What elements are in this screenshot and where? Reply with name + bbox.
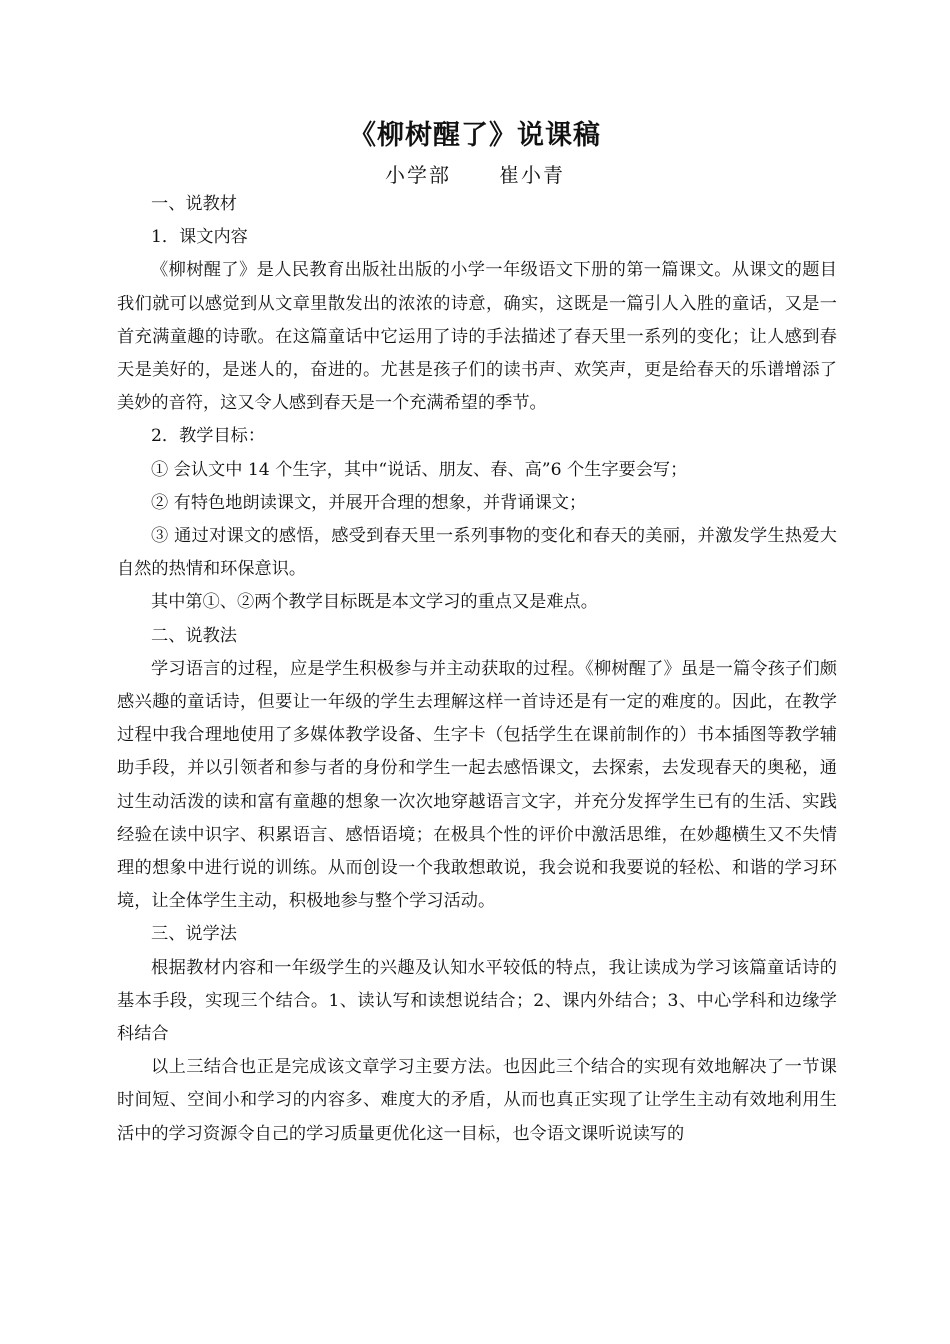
goal-item-2: ② 有特色地朗读课文，并展开合理的想象，并背诵课文； <box>151 492 587 513</box>
paragraph-summary: 以上三结合也正是完成该文章学习主要方法。也因此三个结合的实现有效地解决了一节课时间短、空间小和学习的内容多、难度大的矛盾，从而也真正实现了让学生主动有效地利用生活中的学习资源令自己的学习质量更优化这一目标，也令语文课听说读写的 <box>117 1057 837 1144</box>
page-title: 《柳树醒了》说课稿 <box>349 120 601 151</box>
section-heading-teaching-method: 二、说教法 <box>151 625 237 646</box>
goal-item-1: ① 会认文中 14 个生字，其中“说话、朋友、春、高”6 个生字要会写； <box>151 459 688 480</box>
paragraph-key-points: 其中第①、②两个教学目标既是本文学习的重点又是难点。 <box>151 592 598 613</box>
goal-item-3: ③ 通过对课文的感悟，感受到春天里一系列事物的变化和春天的美丽，并激发学生热爱大自然的热情和环保意识。 <box>117 526 837 580</box>
paragraph-text-content: 《柳树醒了》是人民教育出版社出版的小学一年级语文下册的第一篇课文。从课文的题目我们就可以感觉到从文章里散发出的浓浓的诗意，确实，这既是一篇引人入胜的童话，又是一首充满童趣的诗歌。在这篇童话中它运用了诗的手法描述了春天里一系列的变化；让人感到春天是美好的，是迷人的，奋进的。尤甚是孩子们的读书声、欢笑声，更是给春天的乐谱增添了美妙的音符，这又令人感到春天是一个充满希望的季节。 <box>117 260 837 414</box>
paragraph-teaching-method: 学习语言的过程，应是学生积极参与并主动获取的过程。《柳树醒了》虽是一篇令孩子们颇感兴趣的童话诗，但要让一年级的学生去理解这样一首诗还是有一定的难度的。因此，在教学过程中我合理地使用了多媒体教学设备、生字卡（包括学生在课前制作的）书本插图等教学辅助手段，并以引领者和参与者的身份和学生一起去感悟课文，去探索，去发现春天的奥秘，通过生动活泼的读和富有童趣的想象一次次地穿越语言文字，并充分发挥学生已有的生活、实践经验在读中识字、积累语言、感悟语境；在极具个性的评价中激活思维，在妙趣横生又不失情理的想象中进行说的训练。从而创设一个我敢想敢说，我会说和我要说的轻松、和谐的学习环境，让全体学生主动，积极地参与整个学习活动。 <box>117 658 837 912</box>
section-heading-learning-method: 三、说学法 <box>151 924 237 945</box>
paragraph-learning-method: 根据教材内容和一年级学生的兴趣及认知水平较低的特点，我让读成为学习该篇童话诗的基本手段，实现三个结合。1、读认写和读想说结合；2、课内外结合；3、中心学科和边缘学科结合 <box>117 957 837 1045</box>
subheading-teaching-goals: 2．教学目标： <box>151 426 266 447</box>
author-department: 小学部 <box>385 163 451 187</box>
document-body <box>117 188 837 1151</box>
subheading-text-content: 1．课文内容 <box>151 227 248 248</box>
author-line <box>0 160 950 190</box>
author-name: 崔小青 <box>499 163 565 187</box>
section-heading-textbook: 一、说教材 <box>151 194 237 214</box>
